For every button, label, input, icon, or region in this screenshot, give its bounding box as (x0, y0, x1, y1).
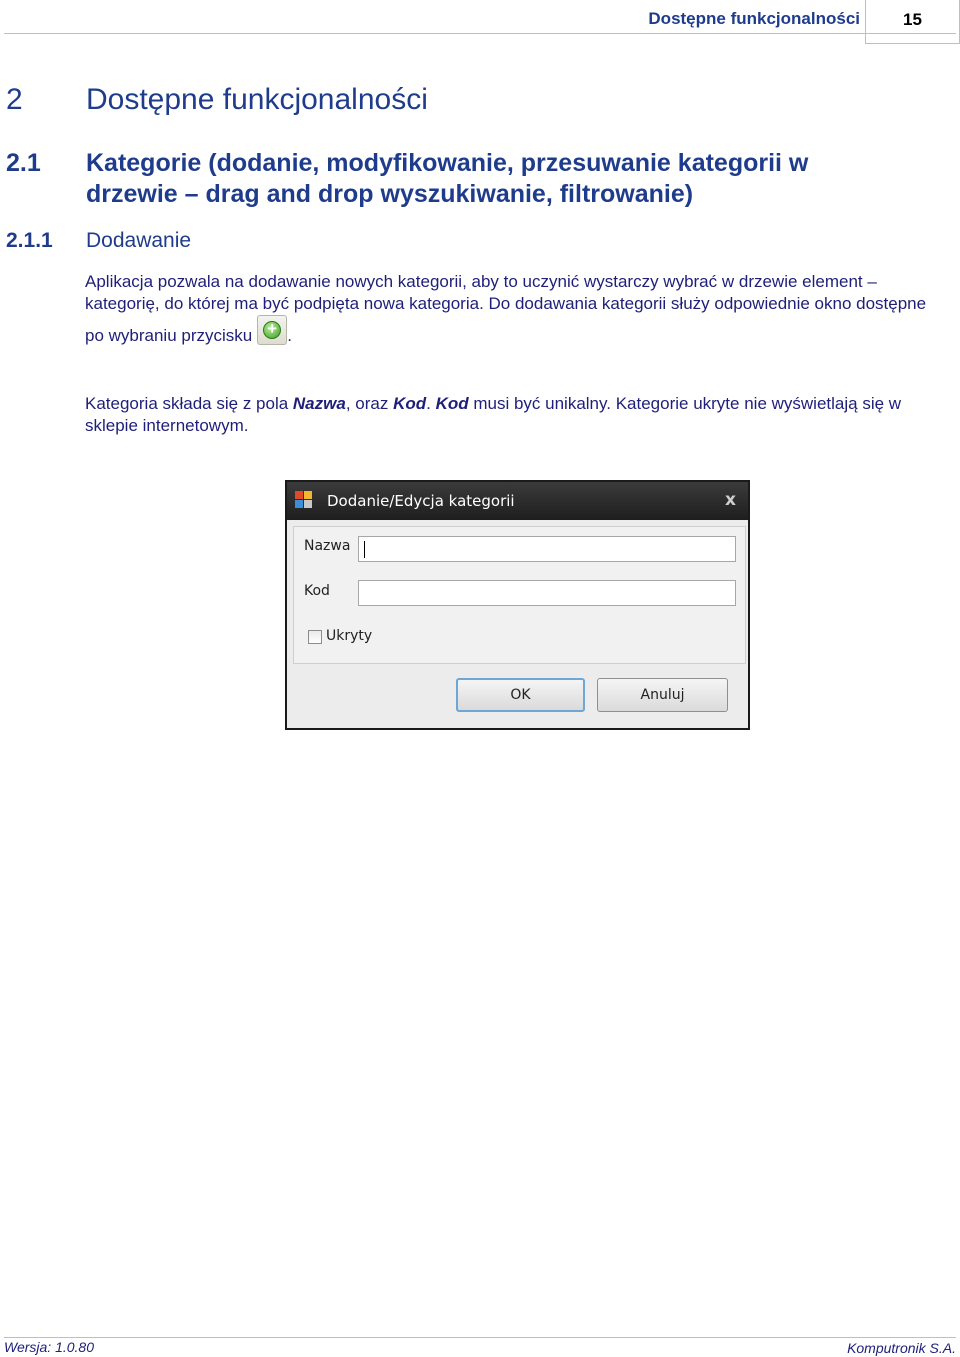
header-rule (4, 33, 956, 34)
heading-level-2 (6, 148, 906, 210)
text-caret (364, 541, 365, 558)
paragraph-intro (85, 271, 945, 347)
app-window-icon (295, 491, 313, 509)
heading-3-number: 2.1.1 (6, 229, 53, 252)
name-label: Nazwa (304, 538, 351, 554)
paragraph-fields-text-1: Kategoria składa się z pola (85, 394, 293, 413)
close-icon[interactable]: x (725, 490, 736, 510)
paragraph-intro-end: . (287, 326, 292, 345)
category-dialog (285, 480, 750, 730)
footer-rule (4, 1337, 956, 1338)
cancel-button[interactable]: Anuluj (597, 678, 728, 712)
dialog-title: Dodanie/Edycja kategorii (327, 492, 515, 510)
footer-version: Wersja: 1.0.80 (4, 1339, 95, 1355)
heading-2-text: Kategorie (dodanie, modyfikowanie, przesuwanie kategorii w drzewie – drag and drop wyszukiwanie, filtrowanie) (86, 149, 809, 208)
paragraph-fields-text-4: musi być unikalny. Kategorie ukryte nie wyświetlają się w sklepie internetowym. (85, 394, 902, 435)
paragraph-intro-text: Aplikacja pozwala na dodawanie nowych kategorii, aby to uczynić wystarczy wybrać w drzewie element – kategorię, do której ma być podpięta nowa kategoria. Do dodawania kategorii służy odpowiednie okno dostępne po wybraniu przycisku (85, 272, 927, 345)
field-name-emphasis: Nazwa (292, 394, 346, 413)
footer-company: Komputronik S.A. (847, 1340, 956, 1356)
heading-3-text: Dodawanie (86, 229, 192, 252)
field-code-emphasis: Kod (393, 394, 427, 413)
dialog-title-bar[interactable] (287, 482, 748, 520)
heading-level-1 (6, 83, 428, 117)
code-label: Kod (304, 583, 330, 599)
hidden-checkbox[interactable] (308, 630, 322, 644)
heading-level-3 (6, 229, 191, 253)
add-category-icon (257, 315, 287, 345)
paragraph-fields-text-2: , oraz (345, 394, 394, 413)
paragraph-fields (85, 393, 955, 437)
ok-button[interactable]: OK (456, 678, 585, 712)
hidden-checkbox-label[interactable]: Ukryty (326, 628, 373, 644)
heading-2-number: 2.1 (6, 149, 41, 177)
heading-1-number: 2 (6, 83, 23, 116)
dialog-form-panel (293, 526, 746, 664)
code-input[interactable] (358, 580, 736, 606)
heading-1-text: Dostępne funkcjonalności (86, 83, 428, 116)
field-code-emphasis-2: Kod (435, 394, 469, 413)
running-header-title: Dostępne funkcjonalności (648, 9, 860, 28)
paragraph-fields-text-3: . (426, 394, 436, 413)
page-number: 15 (865, 0, 960, 44)
name-input[interactable] (358, 536, 736, 562)
